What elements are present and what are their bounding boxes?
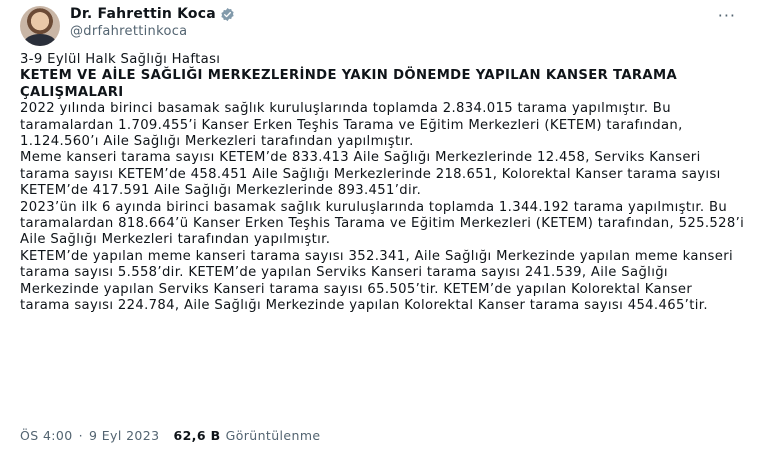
tweet-metadata: [20, 428, 321, 443]
avatar[interactable]: [20, 6, 60, 46]
paragraph-2022-total: 2022 yılında birinci basamak sağlık kuruluşlarında toplamda 2.834.015 tarama yapılmıştır. Bu taramalardan 1.709.455’i Kanser Erken Teşhis Tarama ve Eğitim Merkezleri (KETEM) tarafından, 1.124.560’ı Aile Sağlığı Merkezleri tarafından yapılmıştır.: [20, 101, 683, 150]
tweet-header: [20, 6, 746, 46]
more-options-icon[interactable]: ···: [717, 6, 736, 25]
paragraph-2022-breakdown: Meme kanseri tarama sayısı KETEM’de 833.413 Aile Sağlığı Merkezlerinde 12.458, Serviks Kanseri tarama sayısı KETEM’de 458.451 Aile Sağlığı Merkezlerinde 218.651, Kolorektal Kanser tarama sayısı KETEM’de 417.591 Aile Sağlığı Merkezlerinde 893.451’dir.: [20, 150, 721, 199]
paragraph-2023-breakdown: KETEM’de yapılan meme kanseri tarama sayısı 352.341, Aile Sağlığı Merkezinde yapılan meme kanseri tarama sayısı 5.558’dir. KETEM’de yapılan Serviks Kanseri tarama sayısı 241.539, Aile Sağlığı Merkezinde yapılan Serviks Kanseri tarama sayısı 65.505’tir. KETEM’de yapılan Kolorektal Kanser tarama sayısı 224.784, Aile Sağlığı Merkezinde yapılan Kolorektal Kanser tarama sayısı 454.465’tir.: [20, 248, 734, 314]
tweet-time[interactable]: ÖS 4:00: [20, 428, 73, 443]
author-display-name[interactable]: Dr. Fahrettin Koca: [70, 6, 216, 22]
name-row: [70, 6, 235, 23]
event-line: 3-9 Eylül Halk Sağlığı Haftası: [20, 52, 221, 67]
meta-separator: ·: [78, 428, 83, 443]
verified-badge-icon: [220, 7, 235, 22]
paragraph-2023-total: 2023’ün ilk 6 ayında birinci basamak sağlık kuruluşlarında toplamda 1.344.192 tarama yapılmıştır. Bu taramalardan 818.664’ü Kanser Erken Teşhis Tarama ve Eğitim Merkezleri (KETEM) tarafından, 525.528’i Aile Sağlığı Merkezleri tarafından yapılmıştır.: [20, 199, 745, 248]
author-block: [70, 6, 235, 40]
tweet-date[interactable]: 9 Eyl 2023: [89, 428, 160, 443]
views-count[interactable]: 62,6 B: [173, 428, 221, 443]
views-label: Görüntülenme: [225, 428, 321, 443]
author-handle[interactable]: @drfahrettinkoca: [70, 24, 188, 39]
tweet-text: [20, 52, 746, 315]
tweet-headline: KETEM VE AİLE SAĞLIĞI MERKEZLERİNDE YAKIN DÖNEMDE YAPILAN KANSER TARAMA ÇALIŞMALARI: [20, 68, 678, 100]
